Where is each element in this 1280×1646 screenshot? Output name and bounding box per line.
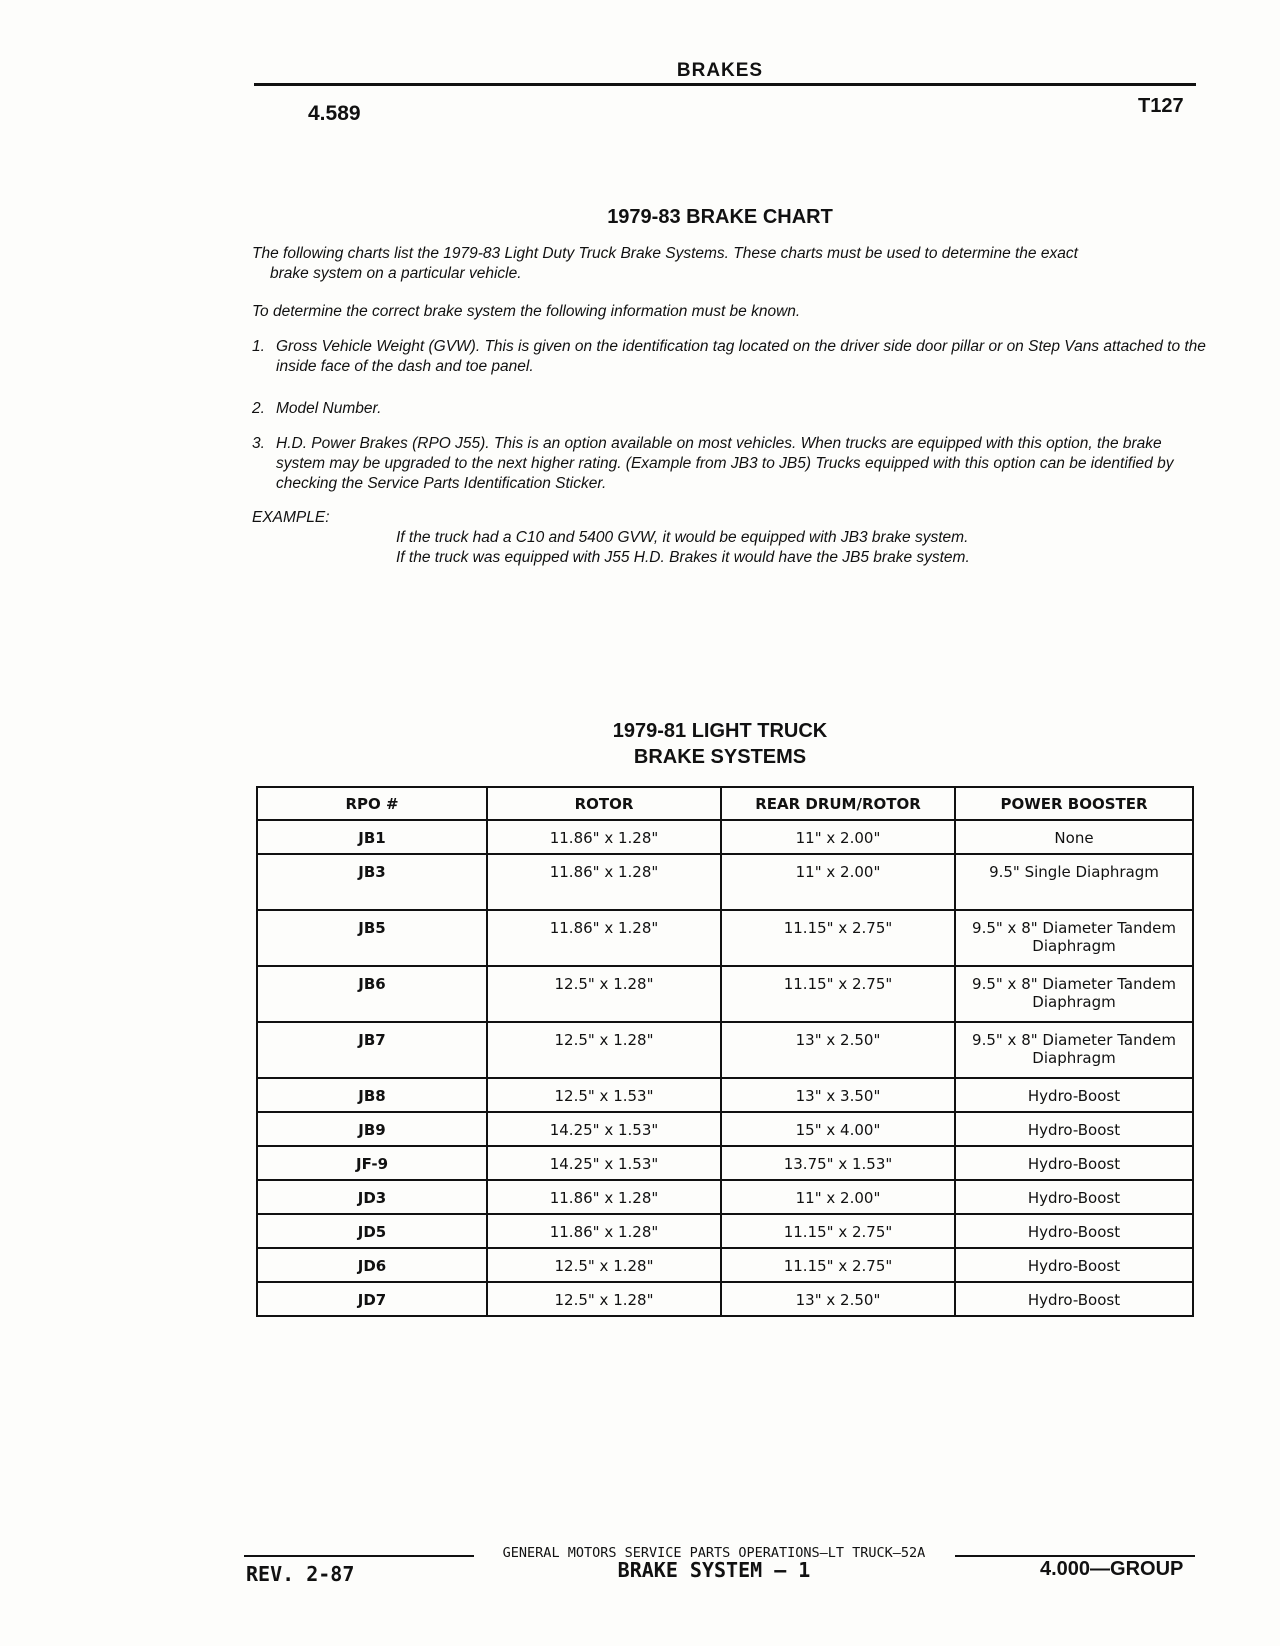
table-row (257, 1078, 1193, 1112)
list-item-text: Gross Vehicle Weight (GVW). This is given on the identification tag located on the driver side door pillar or on Step Vans attached to the inside face of the dash and toe panel. (276, 338, 1206, 375)
column-header-rpo: RPO # (257, 787, 487, 820)
table-row (257, 1112, 1193, 1146)
cell-rpo: JB8 (257, 1078, 487, 1112)
cell-rear: 13.75" x 1.53" (721, 1146, 955, 1180)
table-row (257, 820, 1193, 854)
list-item-text: H.D. Power Brakes (RPO J55). This is an option available on most vehicles. When trucks are equipped with this option, the brake system may be upgraded to the next higher rating. (Example from JB3 to JB5) Trucks equipped with this option can be identified by checking the Service Parts Identification Sticker. (276, 435, 1174, 492)
footer-revision: REV. 2-87 (246, 1562, 355, 1586)
table-row (257, 1282, 1193, 1316)
list-item-text: Model Number. (276, 400, 382, 417)
cell-rotor: 12.5" x 1.53" (487, 1078, 721, 1112)
cell-rpo: JB6 (257, 966, 487, 1022)
cell-rear: 11" x 2.00" (721, 820, 955, 854)
cell-booster: Hydro-Boost (955, 1282, 1193, 1316)
cell-rear: 11.15" x 2.75" (721, 1248, 955, 1282)
table-row (257, 1022, 1193, 1078)
list-item (252, 434, 1212, 494)
cell-rear: 11.15" x 2.75" (721, 966, 955, 1022)
footer-publisher: GENERAL MOTORS SERVICE PARTS OPERATIONS—LT TRUCK—52A (502, 1545, 926, 1561)
cell-rpo: JB9 (257, 1112, 487, 1146)
table-row (257, 1248, 1193, 1282)
cell-rear: 13" x 2.50" (721, 1282, 955, 1316)
footer-rule-right (955, 1555, 1195, 1557)
cell-rpo: JB5 (257, 910, 487, 966)
footer-rule-left (244, 1555, 474, 1557)
cell-rear: 15" x 4.00" (721, 1112, 955, 1146)
intro-line-2: brake system on a particular vehicle. (270, 265, 522, 282)
cell-booster: Hydro-Boost (955, 1180, 1193, 1214)
cell-rotor: 11.86" x 1.28" (487, 910, 721, 966)
cell-booster: Hydro-Boost (955, 1112, 1193, 1146)
page-code: T127 (1138, 95, 1184, 117)
cell-rotor: 11.86" x 1.28" (487, 1180, 721, 1214)
cell-rotor: 11.86" x 1.28" (487, 820, 721, 854)
example-text (396, 528, 1096, 568)
table-title-line-1: 1979-81 LIGHT TRUCK (612, 720, 828, 742)
cell-rpo: JB3 (257, 854, 487, 910)
example-line-2: If the truck was equipped with J55 H.D. Brakes it would have the JB5 brake system. (396, 549, 970, 566)
cell-booster: 9.5" x 8" Diameter Tandem Diaphragm (955, 910, 1193, 966)
list-item-number: 2. (252, 400, 265, 417)
list-item (252, 399, 1212, 419)
cell-rear: 11" x 2.00" (721, 1180, 955, 1214)
table-row (257, 910, 1193, 966)
column-header-power-booster: POWER BOOSTER (955, 787, 1193, 820)
cell-booster: 9.5" Single Diaphragm (955, 854, 1193, 910)
cell-rotor: 12.5" x 1.28" (487, 1022, 721, 1078)
header-rule (254, 83, 1196, 86)
cell-rpo: JD5 (257, 1214, 487, 1248)
table-row (257, 854, 1193, 910)
cell-rpo: JD6 (257, 1248, 487, 1282)
cell-booster: Hydro-Boost (955, 1248, 1193, 1282)
example-label: EXAMPLE: (252, 509, 330, 526)
footer-group: 4.000—GROUP (1040, 1558, 1184, 1580)
cell-rpo: JD7 (257, 1282, 487, 1316)
cell-booster: 9.5" x 8" Diameter Tandem Diaphragm (955, 966, 1193, 1022)
cell-booster: Hydro-Boost (955, 1078, 1193, 1112)
page-number: 4.589 (308, 102, 361, 125)
cell-rear: 11.15" x 2.75" (721, 910, 955, 966)
cell-rear: 13" x 3.50" (721, 1078, 955, 1112)
cell-rotor: 11.86" x 1.28" (487, 854, 721, 910)
cell-rear: 11.15" x 2.75" (721, 1214, 955, 1248)
table-row (257, 1214, 1193, 1248)
intro-line-1: The following charts list the 1979-83 Light Duty Truck Brake Systems. These charts must be used to determine the exact (252, 245, 1078, 262)
cell-rear: 11" x 2.00" (721, 854, 955, 910)
cell-rotor: 11.86" x 1.28" (487, 1214, 721, 1248)
cell-booster: Hydro-Boost (955, 1146, 1193, 1180)
cell-rpo: JB1 (257, 820, 487, 854)
table-row (257, 1180, 1193, 1214)
table-row (257, 966, 1193, 1022)
cell-rear: 13" x 2.50" (721, 1022, 955, 1078)
cell-rpo: JF-9 (257, 1146, 487, 1180)
chart-heading: 1979-83 BRAKE CHART (607, 206, 833, 228)
list-item-number: 1. (252, 338, 265, 355)
section-title: BRAKES (676, 60, 764, 81)
list-item-number: 3. (252, 435, 265, 452)
intro-paragraph (252, 244, 1212, 284)
list-item (252, 337, 1212, 377)
footer-title: BRAKE SYSTEM — 1 (617, 1558, 811, 1582)
table-header-row (257, 787, 1193, 820)
brake-systems-table (256, 786, 1194, 1317)
cell-booster: 9.5" x 8" Diameter Tandem Diaphragm (955, 1022, 1193, 1078)
requirement-text: To determine the correct brake system the following information must be known. (252, 303, 801, 320)
table-row (257, 1146, 1193, 1180)
cell-rpo: JB7 (257, 1022, 487, 1078)
example-line-1: If the truck had a C10 and 5400 GVW, it would be equipped with JB3 brake system. (396, 529, 969, 546)
cell-rotor: 14.25" x 1.53" (487, 1112, 721, 1146)
cell-booster: Hydro-Boost (955, 1214, 1193, 1248)
cell-rotor: 12.5" x 1.28" (487, 1248, 721, 1282)
cell-rpo: JD3 (257, 1180, 487, 1214)
table-title (0, 718, 1280, 770)
cell-booster: None (955, 820, 1193, 854)
cell-rotor: 12.5" x 1.28" (487, 966, 721, 1022)
column-header-rear-drum-rotor: REAR DRUM/ROTOR (721, 787, 955, 820)
column-header-rotor: ROTOR (487, 787, 721, 820)
cell-rotor: 14.25" x 1.53" (487, 1146, 721, 1180)
cell-rotor: 12.5" x 1.28" (487, 1282, 721, 1316)
table-title-line-2: BRAKE SYSTEMS (633, 746, 807, 768)
